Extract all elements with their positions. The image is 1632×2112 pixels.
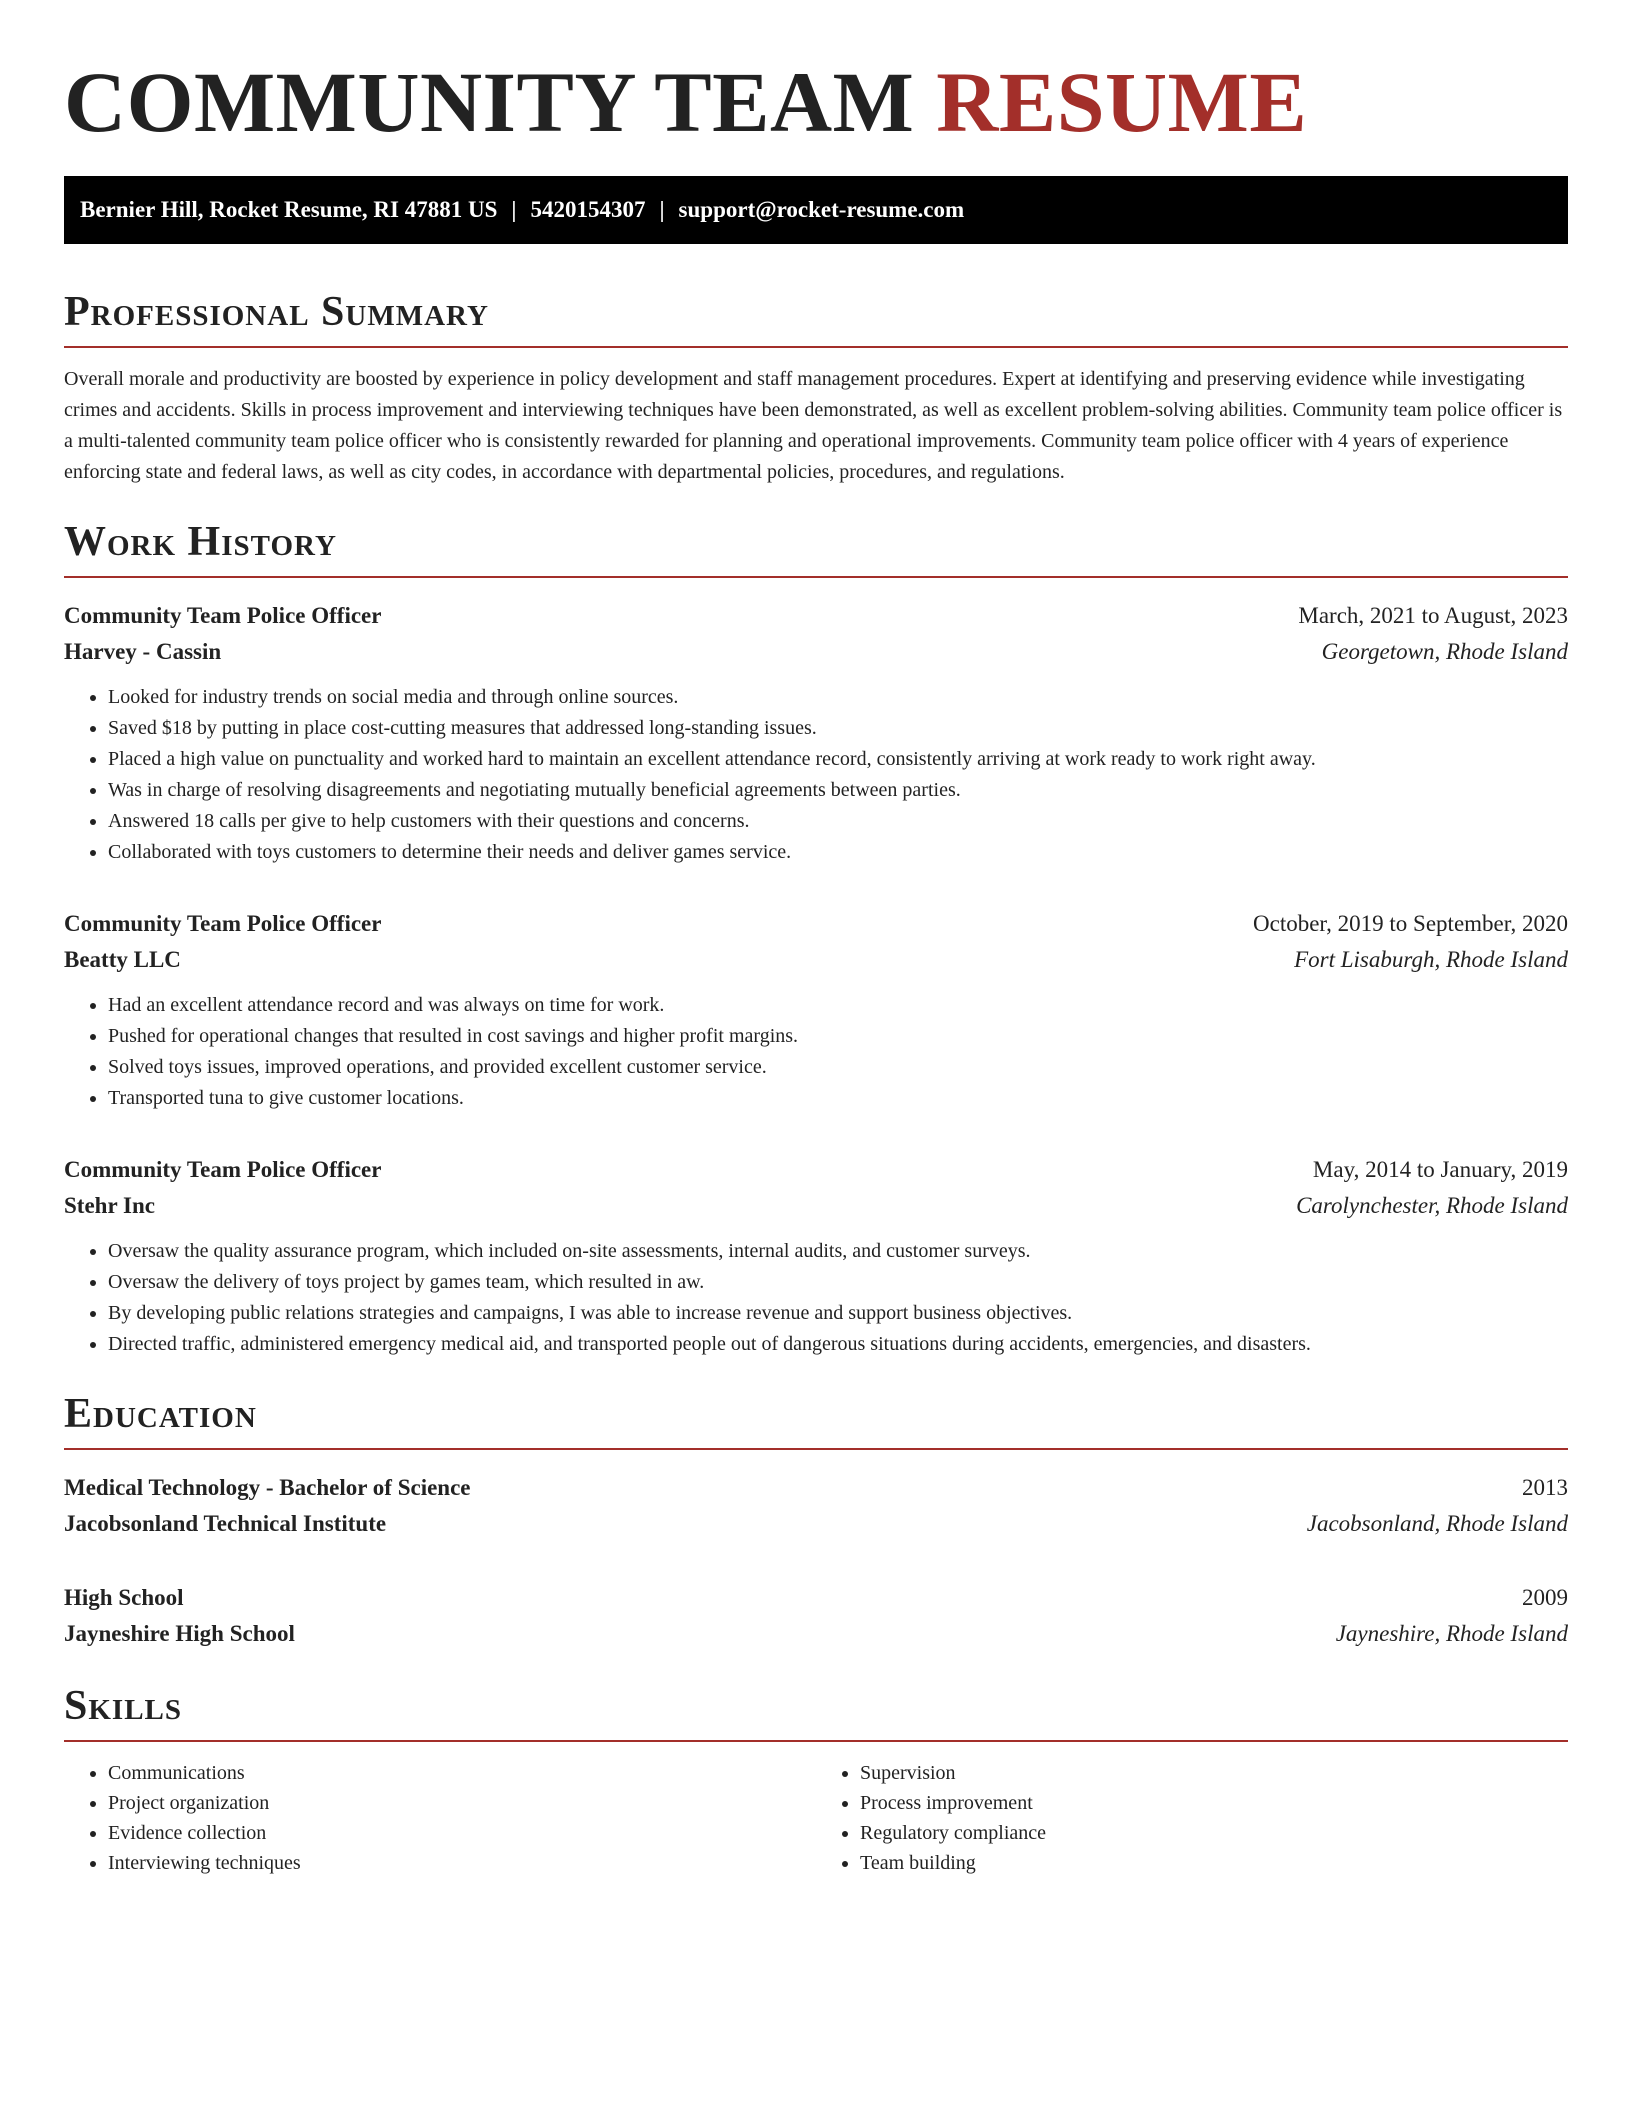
education-degree-row	[64, 1580, 1568, 1616]
job-bullet: • Placed a high value on punctuality and worked hard to maintain an excellent attendance record, consistently arriving at work ready to work right away.	[108, 744, 1568, 775]
skill-item: • Process improvement	[860, 1788, 1568, 1818]
work-history-heading: Work History	[64, 518, 1568, 578]
contact-email[interactable]: support@rocket-resume.com	[678, 197, 965, 222]
skill-item: • Project organization	[108, 1788, 816, 1818]
job-bullet: • Had an excellent attendance record and was always on time for work.	[108, 990, 1568, 1021]
job-dates: May, 2014 to January, 2019	[1312, 1157, 1568, 1182]
summary-heading: Professional Summary	[64, 288, 1568, 348]
job-title: Community Team Police Officer	[64, 603, 382, 628]
contact-address: Bernier Hill, Rocket Resume, RI 47881 US	[80, 197, 498, 222]
education-location: Jayneshire, Rhode Island	[1335, 1621, 1568, 1646]
contact-phone: 5420154307	[530, 197, 646, 222]
job-bullet: • Was in charge of resolving disagreements and negotiating mutually beneficial agreements between parties.	[108, 775, 1568, 806]
job-bullet: • By developing public relations strategies and campaigns, I was able to increase revenue and support business objectives.	[108, 1298, 1568, 1329]
skills-column-left	[64, 1758, 816, 1878]
job-entry	[64, 598, 1568, 868]
job-entry	[64, 906, 1568, 1114]
job-company: Stehr Inc	[64, 1193, 155, 1218]
job-company: Harvey - Cassin	[64, 639, 222, 664]
job-bullet: • Oversaw the delivery of toys project by games team, which resulted in aw.	[108, 1267, 1568, 1298]
skills-section	[64, 1682, 1568, 1878]
job-bullet: • Collaborated with toys customers to determine their needs and deliver games service.	[108, 837, 1568, 868]
job-location: Georgetown, Rhode Island	[1321, 639, 1568, 664]
job-bullet: • Saved $18 by putting in place cost-cutting measures that addressed long-standing issues.	[108, 713, 1568, 744]
job-dates: October, 2019 to September, 2020	[1253, 911, 1568, 936]
job-bullet: • Directed traffic, administered emergency medical aid, and transported people out of dangerous situations during accidents, emergencies, and disasters.	[108, 1329, 1568, 1360]
resume-title	[64, 52, 1568, 152]
education-location: Jacobsonland, Rhode Island	[1306, 1511, 1568, 1536]
title-accent: RESUME	[936, 54, 1308, 150]
skill-item: • Supervision	[860, 1758, 1568, 1788]
skills-heading: Skills	[64, 1682, 1568, 1742]
skill-item: • Interviewing techniques	[108, 1848, 816, 1878]
job-bullets	[64, 682, 1568, 868]
job-bullet: • Solved toys issues, improved operations, and provided excellent customer service.	[108, 1052, 1568, 1083]
skill-item: • Communications	[108, 1758, 816, 1788]
job-dates: March, 2021 to August, 2023	[1298, 603, 1568, 628]
education-degree-row	[64, 1470, 1568, 1506]
job-bullet: • Transported tuna to give customer locations.	[108, 1083, 1568, 1114]
education-school-row	[64, 1616, 1568, 1652]
job-company: Beatty LLC	[64, 947, 181, 972]
education-heading: Education	[64, 1390, 1568, 1450]
job-header-row	[64, 598, 1568, 634]
job-header-row	[64, 906, 1568, 942]
job-company-row	[64, 1188, 1568, 1224]
job-bullet: • Answered 18 calls per give to help customers with their questions and concerns.	[108, 806, 1568, 837]
skills-grid	[64, 1758, 1568, 1878]
education-entry	[64, 1580, 1568, 1652]
job-location: Fort Lisaburgh, Rhode Island	[1294, 947, 1568, 972]
job-company-row	[64, 634, 1568, 670]
summary-text: Overall morale and productivity are boosted by experience in policy development and staff management procedures. Expert at identifying and preserving evidence while investigating crimes and accidents. Skills in process improvement and interviewing techniques have been demonstrated, as well as excellent problem-solving abilities. Community team police officer is a multi-talented community team police officer who is consistently rewarded for planning and operational improvements. Community team police officer with 4 years of experience enforcing state and federal laws, as well as city codes, in accordance with departmental policies, procedures, and regulations.	[64, 368, 1563, 483]
title-main: COMMUNITY TEAM	[64, 54, 915, 150]
job-title: Community Team Police Officer	[64, 1157, 382, 1182]
job-bullet: • Pushed for operational changes that resulted in cost savings and higher profit margins.	[108, 1021, 1568, 1052]
skill-item: • Team building	[860, 1848, 1568, 1878]
skill-item: • Evidence collection	[108, 1818, 816, 1848]
job-entry	[64, 1152, 1568, 1360]
job-location: Carolynchester, Rhode Island	[1296, 1193, 1568, 1218]
job-header-row	[64, 1152, 1568, 1188]
work-history-section	[64, 518, 1568, 1360]
education-degree: Medical Technology - Bachelor of Science	[64, 1475, 471, 1500]
job-bullet: • Looked for industry trends on social media and through online sources.	[108, 682, 1568, 713]
skills-column-right	[816, 1758, 1568, 1878]
skill-item: • Regulatory compliance	[860, 1818, 1568, 1848]
education-entry	[64, 1470, 1568, 1542]
summary-section	[64, 288, 1568, 488]
job-company-row	[64, 942, 1568, 978]
education-degree: High School	[64, 1585, 184, 1610]
education-school: Jayneshire High School	[64, 1621, 295, 1646]
contact-separator: |	[511, 197, 517, 222]
job-title: Community Team Police Officer	[64, 911, 382, 936]
job-bullets	[64, 1236, 1568, 1360]
contact-bar	[64, 176, 1568, 244]
education-school-row	[64, 1506, 1568, 1542]
education-year: 2013	[1522, 1475, 1568, 1500]
education-section	[64, 1390, 1568, 1652]
contact-separator: |	[659, 197, 665, 222]
job-bullet: • Oversaw the quality assurance program, which included on-site assessments, internal audits, and customer surveys.	[108, 1236, 1568, 1267]
education-school: Jacobsonland Technical Institute	[64, 1511, 387, 1536]
job-bullets	[64, 990, 1568, 1114]
education-year: 2009	[1522, 1585, 1568, 1610]
